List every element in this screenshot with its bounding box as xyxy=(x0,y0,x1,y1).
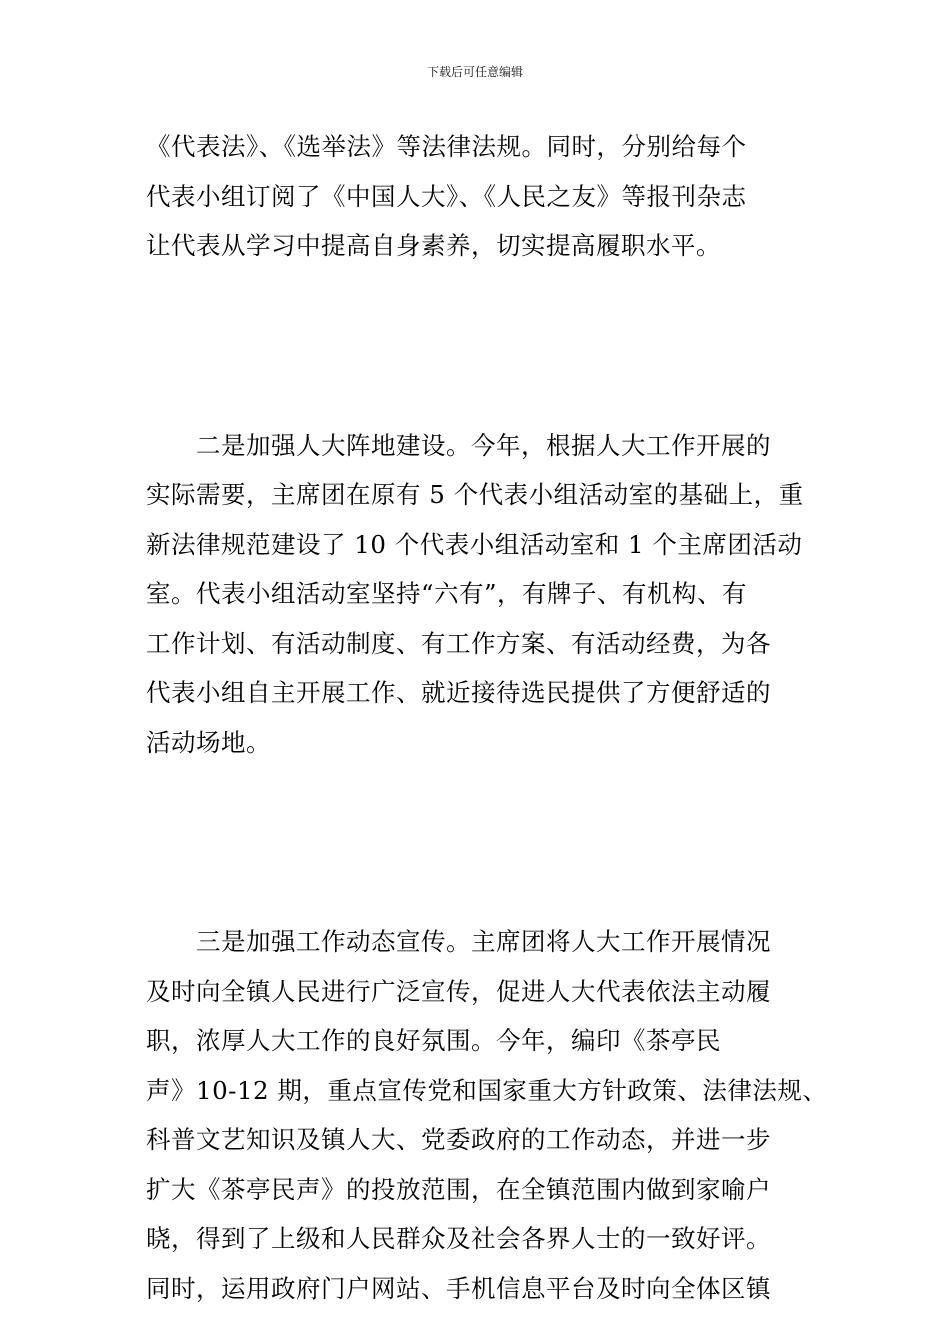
text-line: 代表小组自主开展工作、就近接待选民提供了方便舒适的 xyxy=(146,678,771,707)
paragraph-2 xyxy=(146,421,806,768)
text-line: 工作计划、有活动制度、有工作方案、有活动经费，为各 xyxy=(146,628,771,658)
text-line: 及时向全镇人民进行广泛宣传，促进人大代表依法主动履 xyxy=(146,976,771,1006)
text-line: 二是加强人大阵地建设。今年，根据人大工作开展的 xyxy=(146,430,771,460)
text-line: 室。代表小组活动室坚持“六有”，有牌子、有机构、有 xyxy=(146,579,748,608)
page-header: 下载后可任意编辑 xyxy=(426,65,523,79)
text-line: 让代表从学习中提高自身素养，切实提高履职水平。 xyxy=(146,231,721,260)
text-line: 《代表法》、《选举法》等法律法规。同时，分别给每个 xyxy=(146,132,747,161)
text-line: 实际需要，主席团在原有 5 个代表小组活动室的基础上，重 xyxy=(146,480,804,509)
text-line: 科普文艺知识及镇人大、党委政府的工作动态，并进一步 xyxy=(146,1125,771,1154)
paragraph-spacer xyxy=(146,767,806,917)
document-body xyxy=(146,122,828,1313)
paragraph-spacer xyxy=(146,271,806,421)
text-line: 扩大《茶亭民声》的投放范围，在全镇范围内做到家喻户 xyxy=(146,1174,771,1204)
text-line: 代表小组订阅了《中国人大》、《人民之友》等报刊杂志 xyxy=(146,181,747,211)
paragraph-1 xyxy=(146,122,806,271)
text-line: 三是加强工作动态宣传。主席团将人大工作开展情况 xyxy=(146,927,771,956)
text-line: 新法律规范建设了 10 个代表小组活动室和 1 个主席团活动 xyxy=(146,529,803,559)
text-line: 声》10-12 期，重点宣传党和国家重大方针政策、法律法规、 xyxy=(146,1075,828,1105)
paragraph-3 xyxy=(146,917,828,1313)
text-line: 活动场地。 xyxy=(146,727,271,757)
text-line: 晓，得到了上级和人民群众及社会各界人士的一致好评。 xyxy=(146,1224,771,1253)
text-line: 同时，运用政府门户网站、手机信息平台及时向全体区镇 xyxy=(146,1273,771,1303)
text-line: 职，浓厚人大工作的良好氛围。今年，编印《茶亭民 xyxy=(146,1026,721,1055)
